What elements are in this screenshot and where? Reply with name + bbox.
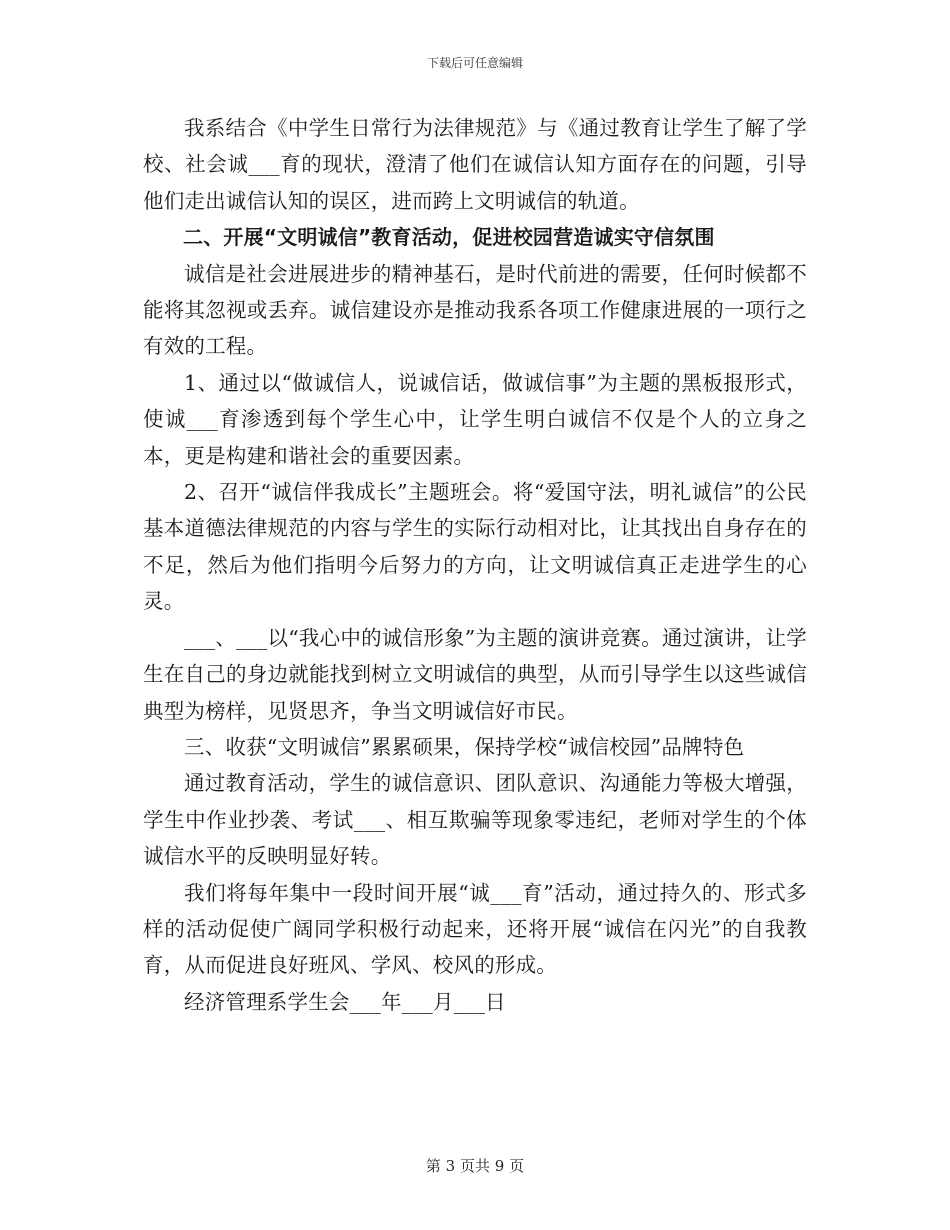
page-number: 第 3 页共 9 页 [425, 1157, 525, 1175]
document-body [143, 110, 807, 1020]
page-header-note: 下载后可任意编辑 [426, 56, 523, 70]
paragraph-integrity-foundation: 诚信是社会进展进步的精神基石，是时代前进的需要，任何时候都不能将其忽视或丢弃。诚信建设亦是推动我系各项工作健康进展的一项行之有效的工程。 [143, 261, 807, 359]
paragraph-item-3: ___、___以“我心中的诚信形象”为主题的演讲竞赛。通过演讲，让学生在自己的身边就能找到树立文明诚信的典型，从而引导学生以这些诚信典型为榜样，见贤思齐，争当文明诚信好市民。 [143, 625, 807, 723]
paragraph-future-plans: 我们将每年集中一段时间开展“诚___育”活动，通过持久的、形式多样的活动促使广阔同学积极行动起来，还将开展“诚信在闪光”的自我教育，从而促进良好班风、学风、校风的形成。 [143, 880, 807, 978]
section-heading-3: 三、收获“文明诚信”累累硕果，保持学校“诚信校园”品牌特色 [184, 734, 745, 759]
section-heading-2: 二、开展“文明诚信”教育活动，促进校园营造诚实守信氛围 [183, 225, 715, 250]
paragraph-intro: 我系结合《中学生日常行为法律规范》与《通过教育让学生了解了学校、社会诚___育的现状，澄清了他们在诚信认知方面存在的问题，引导他们走出诚信认知的误区，进而跨上文明诚信的轨道。 [143, 116, 807, 213]
paragraph-signature-date: 经济管理系学生会___年___月___日 [184, 989, 506, 1014]
paragraph-item-1: 1、通过以“做诚信人，说诚信话，做诚信事”为主题的黑板报形式，使诚___育渗透到每个学生心中，让学生明白诚信不仅是个人的立身之本，更是构建和谐社会的重要因素。 [143, 370, 807, 468]
paragraph-results: 通过教育活动，学生的诚信意识、团队意识、沟通能力等极大增强，学生中作业抄袭、考试___、相互欺骗等现象零违纪，老师对学生的个体诚信水平的反映明显好转。 [143, 771, 807, 869]
paragraph-item-2: 2、召开“诚信伴我成长”主题班会。将“爱国守法，明礼诚信”的公民基本道德法律规范的内容与学生的实际行动相对比，让其找出自身存在的不足，然后为他们指明今后努力的方向，让文明诚信真正走进学生的心灵。 [143, 480, 807, 614]
